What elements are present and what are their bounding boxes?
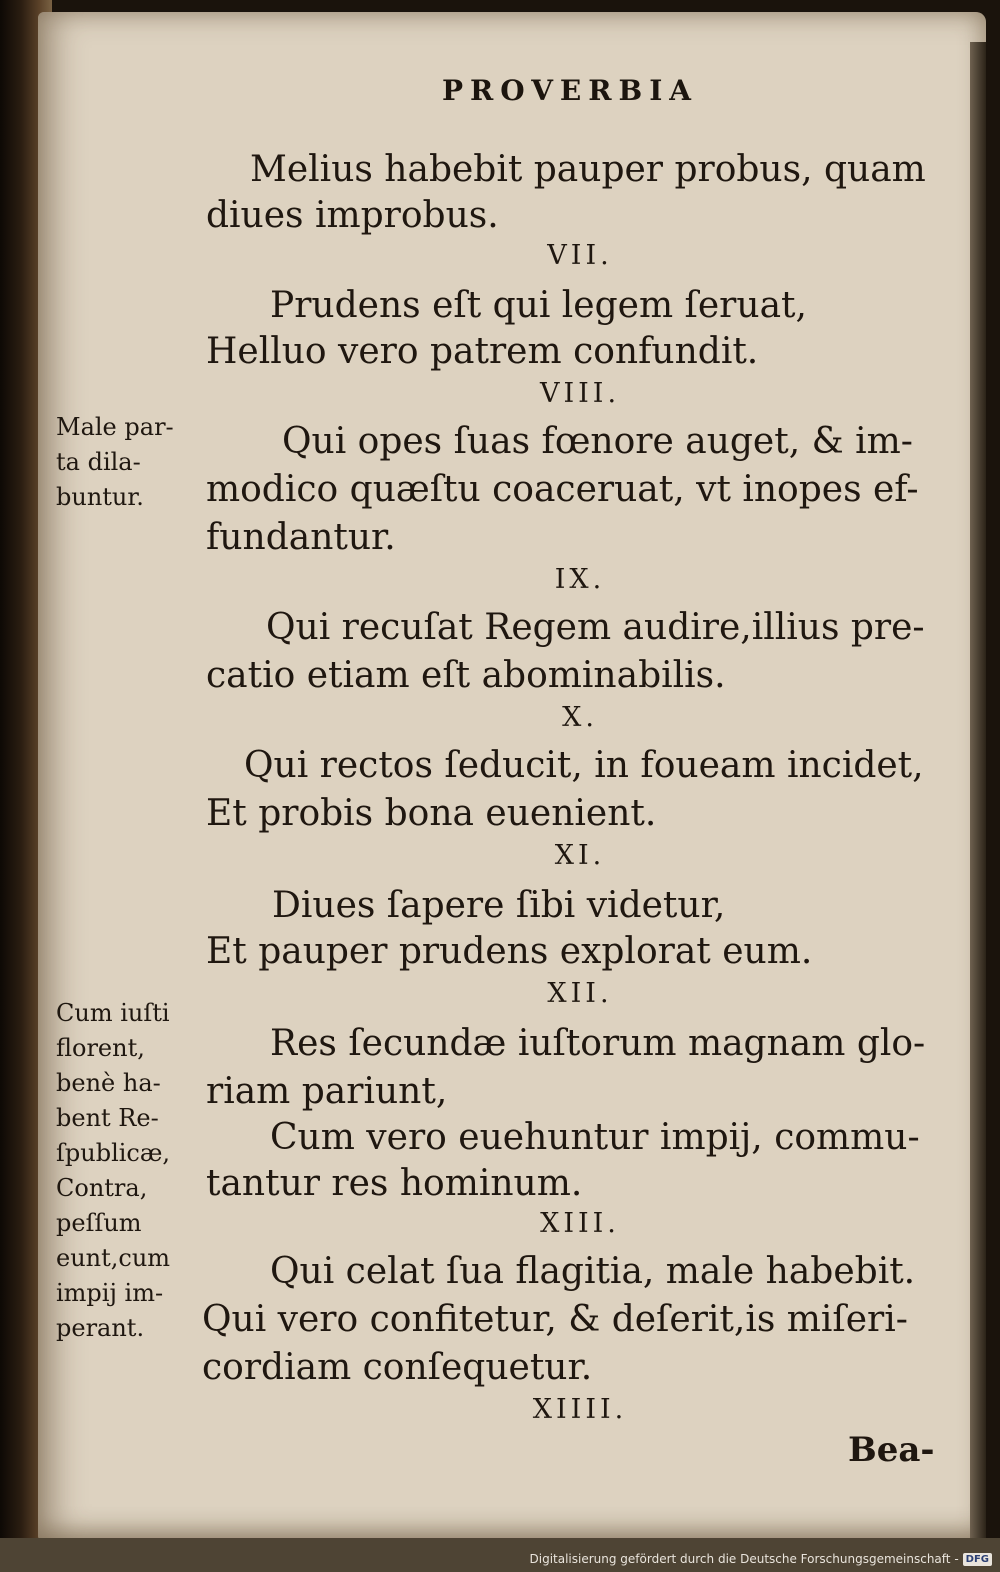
text-line: tantur res hominum. — [206, 1163, 583, 1204]
text-line: Qui opes ſuas fœnore auget, & im- — [282, 421, 913, 462]
running-header: PROVERBIA — [441, 74, 699, 107]
text-line: Diues ſapere ſibi videtur, — [272, 885, 726, 926]
margin-note-line: peſſum — [56, 1209, 142, 1237]
text-line: riam pariunt, — [206, 1071, 448, 1112]
verse-number: XI. — [554, 840, 606, 871]
text-line: Helluo vero patrem confundit. — [206, 331, 759, 372]
verse-number: XII. — [547, 978, 613, 1009]
text-line: Qui celat ſua flagitia, male habebit. — [270, 1251, 916, 1292]
margin-note-line: Contra, — [56, 1174, 148, 1202]
text-line: Res ſecundæ iuſtorum magnam glo- — [270, 1023, 926, 1064]
margin-note — [56, 410, 206, 515]
dfg-logo: DFG — [963, 1553, 992, 1566]
text-line: Et probis bona euenient. — [206, 793, 657, 834]
margin-note-line: eunt,cum — [56, 1244, 171, 1272]
margin-note-line: ta dila- — [56, 448, 141, 476]
text-line: Et pauper prudens explorat eum. — [206, 931, 813, 972]
margin-note-line: perant. — [56, 1314, 145, 1342]
text-line: Cum vero euehuntur impij, commu- — [270, 1117, 920, 1158]
text-line: Melius habebit pauper probus, quam — [250, 149, 926, 190]
verse-number: XIII. — [540, 1208, 620, 1239]
text-line: Qui recuſat Regem audire,illius pre- — [266, 607, 925, 648]
text-line: Prudens eſt qui legem ſeruat, — [270, 285, 807, 326]
margin-note-line: buntur. — [56, 483, 144, 511]
footer-text: Digitalisierung gefördert durch die Deutsche Forschungsgemeinschaft - — [529, 1552, 959, 1566]
verse-number: X. — [562, 702, 598, 733]
text-line: modico quæſtu coaceruat, vt inopes ef- — [206, 469, 919, 510]
margin-note-line: benè ha- — [56, 1069, 161, 1097]
catchword: Bea- — [848, 1430, 935, 1470]
text-line: Qui vero confitetur, & deſerit,is miſeri- — [202, 1299, 908, 1340]
text-line: diues improbus. — [206, 195, 499, 236]
text-line: catio etiam eſt abominabilis. — [206, 655, 726, 696]
margin-note-line: ſpublicæ, — [56, 1139, 171, 1167]
text-line: fundantur. — [206, 517, 396, 558]
margin-note-line: bent Re- — [56, 1104, 159, 1132]
margin-note-line: Male par- — [56, 413, 174, 441]
margin-note-line: impij im- — [56, 1279, 164, 1307]
verse-number: VIII. — [539, 378, 621, 409]
page-edge — [970, 42, 986, 1542]
margin-note-line: florent, — [56, 1034, 145, 1062]
digitization-footer — [530, 1552, 993, 1566]
margin-note — [56, 996, 206, 1346]
text-line: Qui rectos ſeducit, in foueam incidet, — [244, 745, 924, 786]
margin-note-line: Cum iuſti — [56, 999, 170, 1027]
verse-number: VII. — [547, 240, 613, 271]
verse-number: IX. — [554, 564, 606, 595]
text-line: cordiam conſequetur. — [202, 1347, 593, 1388]
verse-number: XIIII. — [532, 1394, 628, 1425]
